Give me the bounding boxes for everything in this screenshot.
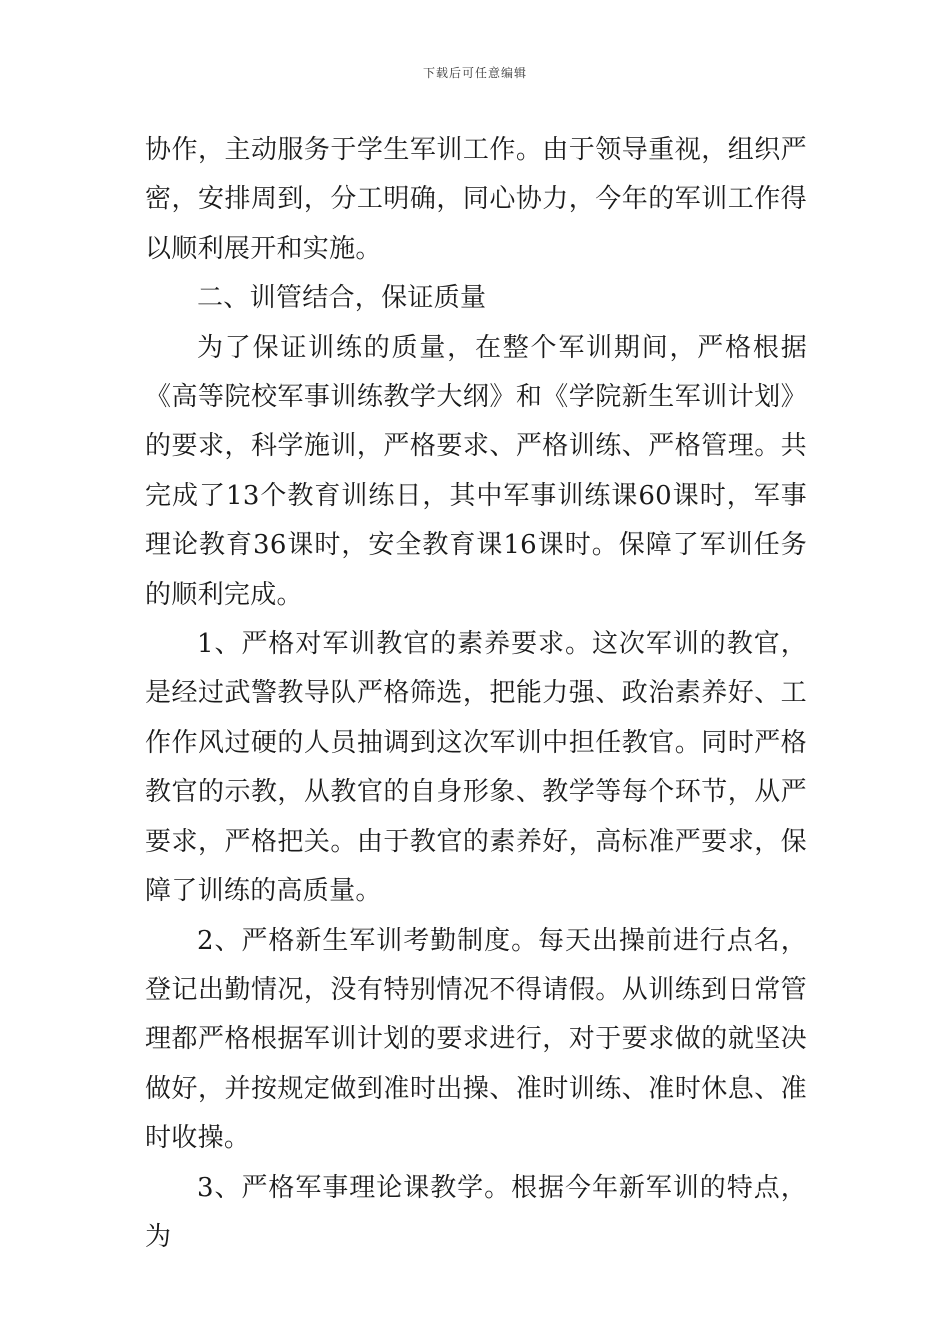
paragraph-item-1: 1、严格对军训教官的素养要求。这次军训的教官，是经过武警教导队严格筛选，把能力强、政治素养好、工作作风过硬的人员抽调到这次军训中担任教官。同时严格教官的示教，从教官的自身形象、教学等每个环节，从严要求，严格把关。由于教官的素养好，高标准严要求，保障了训练的高质量。 — [145, 629, 807, 907]
section-heading: 二、训管结合，保证质量 — [197, 283, 487, 314]
paragraph-item-2: 2、严格新生军训考勤制度。每天出操前进行点名，登记出勤情况，没有特别情况不得请假。从训练到日常管理都严格根据军训计划的要求进行，对于要求做的就坚决做好，并按规定做到准时出操、准时训练、准时休息、准时收操。 — [145, 925, 807, 1154]
document-body — [145, 126, 807, 1262]
paragraph-quality: 为了保证训练的质量，在整个军训期间，严格根据《高等院校军事训练教学大纲》和《学院新生军训计划》的要求，科学施训，严格要求、严格训练、严格管理。共完成了13个教育训练日，其中军事训练课60课时，军事理论教育36课时，安全教育课16课时。保障了军训任务的顺利完成。 — [145, 332, 807, 610]
header-note: 下载后可任意编辑 — [422, 66, 527, 80]
paragraph-item-3: 3、严格军事理论课教学。根据今年新军训的特点，为 — [145, 1172, 807, 1252]
paragraph-continuation: 协作，主动服务于学生军训工作。由于领导重视，组织严密，安排周到，分工明确，同心协力，今年的军训工作得以顺利展开和实施。 — [145, 135, 807, 264]
